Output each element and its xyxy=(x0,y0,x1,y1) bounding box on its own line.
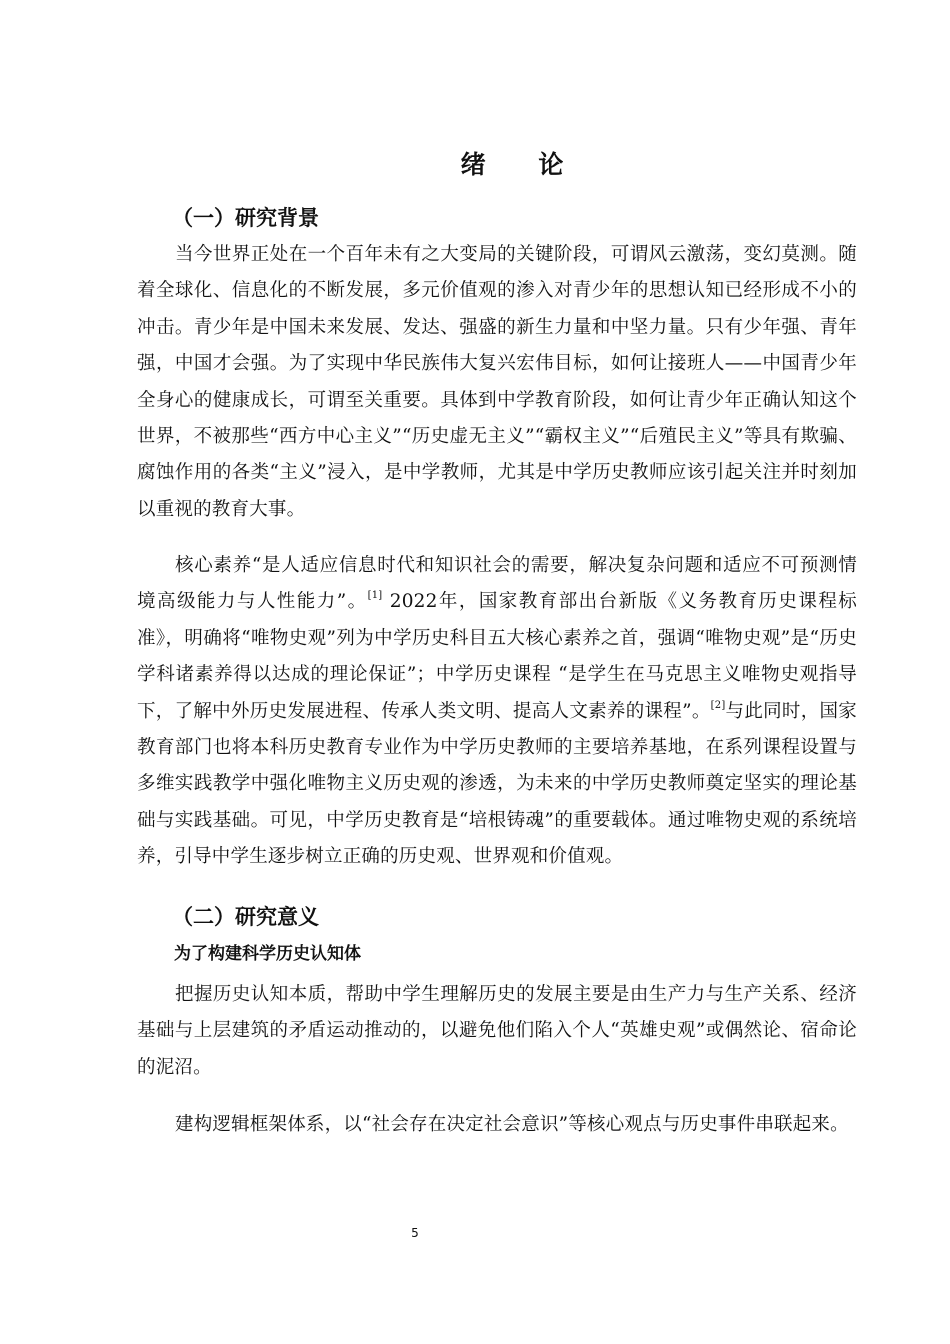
chapter-title: 绪 论 xyxy=(460,150,586,179)
paragraph-significance-2: 建构逻辑框架体系，以“社会存在决定社会意识”等核心观点与历史事件串联起来。 xyxy=(175,1114,849,1135)
paragraph-background-2 xyxy=(137,548,857,876)
citation-ref: [2] xyxy=(710,699,726,711)
paragraph-text: 2022年，国家教育部出台新版《义务教育历史课程标准》，明确将“唯物史观”列为中学历史科目五大核心素养之首，强调“唯物史观”是“历史学科诸素养得以达成的理论保证”；中学历史课程 “是学生在马克思主义唯物史观指导下，了解中外历史发展进程、传承人类文明、提高人文素养的课程”。 xyxy=(137,591,857,722)
section-heading-significance: （二）研究意义 xyxy=(172,905,319,929)
section-heading-background: （一）研究背景 xyxy=(172,206,319,230)
subsection-heading: 为了构建科学历史认知体 xyxy=(174,944,361,964)
paragraph-significance-1: 把握历史认知本质，帮助中学生理解历史的发展主要是由生产力与生产关系、经济基础与上层建筑的矛盾运动推动的，以避免他们陷入个人“英雄史观”或偶然论、宿命论的泥沼。 xyxy=(137,984,857,1078)
page-number: 5 xyxy=(411,1226,419,1240)
paragraph-text: 核心素养“是人适应信息时代和知识社会的需要，解决复杂问题和适应不可预测情境高级能力与人性能力”。 xyxy=(137,555,857,613)
citation-ref: [1] xyxy=(367,590,383,602)
paragraph-background-1: 当今世界正处在一个百年未有之大变局的关键阶段，可谓风云激荡，变幻莫测。随着全球化、信息化的不断发展，多元价值观的渗入对青少年的思想认知已经形成不小的冲击。青少年是中国未来发展、发达、强盛的新生力量和中坚力量。只有少年强、青年强，中国才会强。为了实现中华民族伟大复兴宏伟目标，如何让接班人——中国青少年全身心的健康成长，可谓至关重要。具体到中学教育阶段，如何让青少年正确认知这个世界，不被那些“西方中心主义”“历史虚无主义”“霸权主义”“后殖民主义”等具有欺骗、腐蚀作用的各类“主义”浸入，是中学教师，尤其是中学历史教师应该引起关注并时刻加以重视的教育大事。 xyxy=(137,244,857,520)
paragraph-text: 与此同时，国家教育部门也将本科历史教育专业作为中学历史教师的主要培养基地，在系列课程设置与多维实践教学中强化唯物主义历史观的渗透，为未来的中学历史教师奠定坚实的理论基础与实践基础。可见，中学历史教育是“培根铸魂”的重要载体。通过唯物史观的系统培养，引导中学生逐步树立正确的历史观、世界观和价值观。 xyxy=(137,700,857,868)
